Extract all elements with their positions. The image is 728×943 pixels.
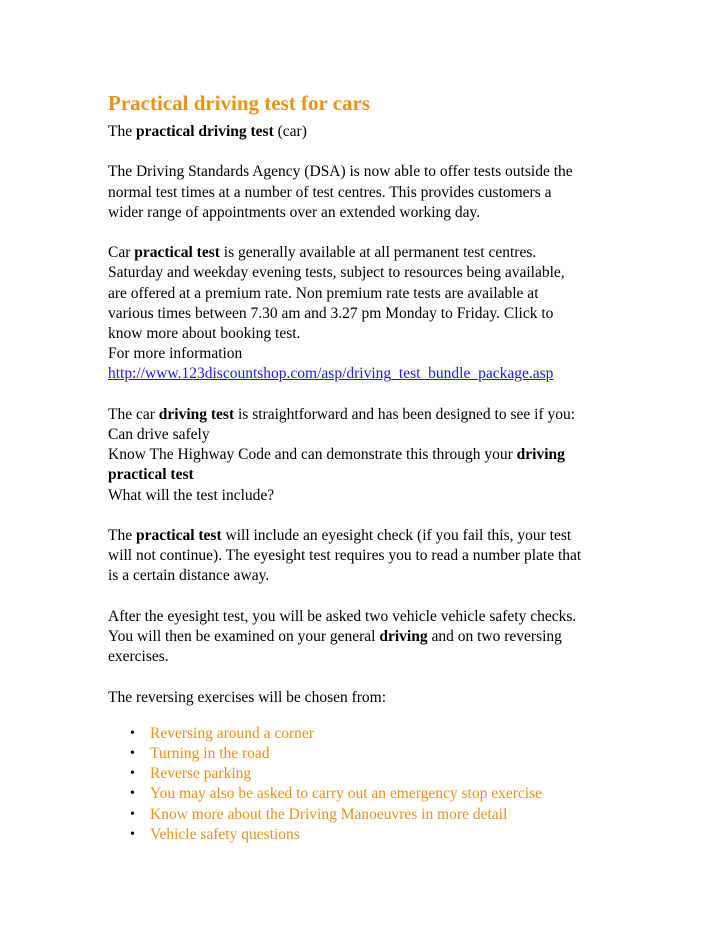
dsa-line: normal test times at a number of test centres. This provides customers a <box>108 183 552 201</box>
eyesight-line: will not continue). The eyesight test requires you to read a number plate that <box>108 547 582 565</box>
straightforward-text: Know The Highway Code and can demonstrate this through your <box>108 446 517 464</box>
car-test-line: Saturday and weekday evening tests, subject to resources being available, <box>108 264 565 282</box>
bullet-icon: • <box>130 725 135 741</box>
straightforward-line <box>108 445 668 465</box>
list-item[interactable] <box>130 744 668 764</box>
straightforward-line: Can drive safely <box>108 426 210 443</box>
reversing-intro: The reversing exercises will be chosen from: <box>108 688 387 706</box>
document-page <box>108 84 668 845</box>
straightforward-line <box>108 465 668 485</box>
after-eyesight-text: and on two reversing <box>427 628 562 645</box>
eyesight-text: will include an eyesight check (if you fail this, your test <box>221 527 572 544</box>
list-item[interactable] <box>130 805 668 825</box>
list-item-label: Reversing around a corner <box>150 724 314 742</box>
car-test-line: are offered at a premium rate. Non premium rate tests are available at <box>108 284 539 302</box>
eyesight-line: is a certain distance away. <box>108 567 270 585</box>
intro-bold-text: practical driving test <box>135 123 274 140</box>
after-eyesight-line: After the eyesight test, you will be asked two vehicle vehicle safety checks. <box>108 607 577 625</box>
bullet-icon: • <box>130 826 135 842</box>
dsa-paragraph <box>108 162 668 223</box>
eyesight-line <box>108 526 668 546</box>
reversing-exercises-list <box>108 724 668 845</box>
car-test-line: various times between 7.30 am and 3.27 pm Monday to Friday. Click to <box>108 304 554 322</box>
list-item-label: Reverse parking <box>150 765 252 783</box>
intro-paragraph <box>108 122 668 142</box>
eyesight-text: The <box>108 527 136 544</box>
car-test-text: is generally available at all permanent test centres. <box>219 244 537 262</box>
straightforward-bold-text: driving test <box>158 405 235 423</box>
after-eyesight-line <box>108 627 668 647</box>
more-info-link-line <box>108 364 668 384</box>
car-test-bold-text: practical test <box>134 244 220 262</box>
after-eyesight-text: You will then be examined on your general <box>108 628 380 645</box>
straightforward-paragraph <box>108 405 668 506</box>
list-item-label: You may also be asked to carry out an emergency stop exercise <box>150 785 542 803</box>
bullet-icon: • <box>130 786 135 802</box>
straightforward-line: What will the test include? <box>108 486 275 504</box>
bullet-icon: • <box>130 746 135 761</box>
straightforward-text: is straightforward and has been designed to see if you: <box>234 405 576 423</box>
straightforward-line <box>108 405 668 425</box>
list-item[interactable] <box>130 825 668 845</box>
intro-suffix-text: (car) <box>273 123 307 140</box>
list-item-label: Vehicle safety questions <box>150 825 300 843</box>
list-item-label: Know more about the Driving Manoeuvres in more detail <box>150 805 508 823</box>
list-item[interactable] <box>130 764 668 784</box>
car-test-text: Car <box>108 244 135 262</box>
eyesight-paragraph <box>108 526 668 587</box>
list-item-label: Turning in the road <box>150 745 270 762</box>
bullet-icon: • <box>130 766 135 782</box>
bullet-icon: • <box>130 806 135 822</box>
car-test-line: know more about booking test. <box>108 325 301 342</box>
intro-text: The <box>108 123 136 140</box>
straightforward-bold-text: driving <box>516 446 565 464</box>
dsa-line: wider range of appointments over an extended working day. <box>108 203 481 221</box>
after-eyesight-paragraph <box>108 607 668 668</box>
list-item[interactable] <box>130 784 668 804</box>
after-eyesight-bold-text: driving <box>379 628 428 645</box>
car-test-line: For more information <box>108 345 243 363</box>
straightforward-bold-text: practical test <box>108 466 194 484</box>
list-item[interactable] <box>130 724 668 744</box>
eyesight-bold-text: practical test <box>135 527 222 544</box>
straightforward-text: The car <box>108 405 159 423</box>
car-test-line <box>108 243 668 263</box>
more-info-link[interactable]: http://www.123discountshop.com/asp/driving_test_bundle_package.asp <box>108 365 554 383</box>
after-eyesight-line: exercises. <box>108 648 169 666</box>
dsa-line: The Driving Standards Agency (DSA) is now able to offer tests outside the <box>108 163 573 181</box>
page-title: Practical driving test for cars <box>108 91 371 115</box>
car-test-paragraph <box>108 243 668 384</box>
